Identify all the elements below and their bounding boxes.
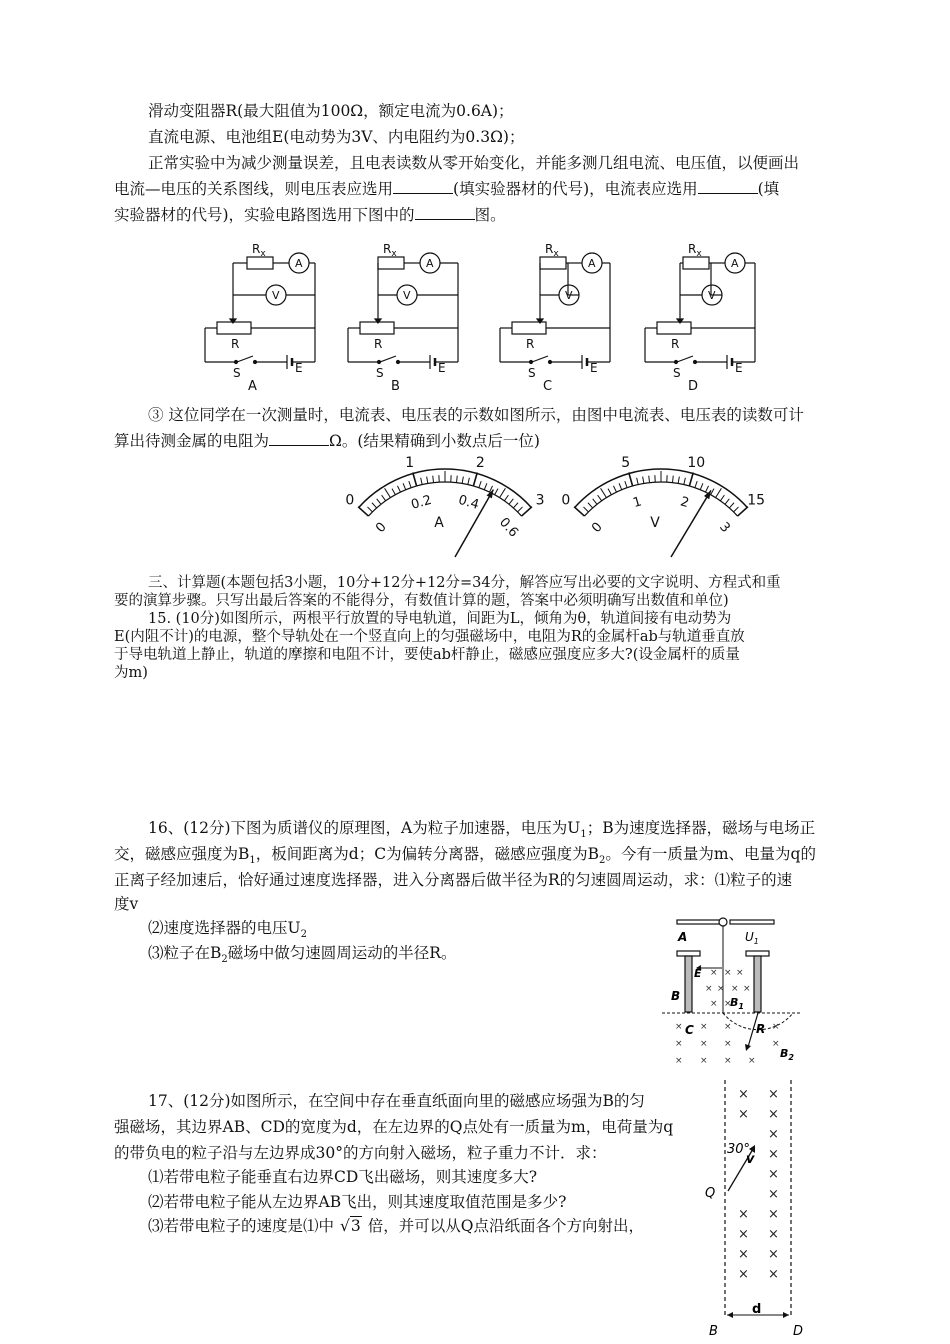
svg-text:×: × bbox=[738, 1107, 749, 1122]
inner-scale-label: 0.4 bbox=[456, 492, 481, 513]
q17-text-6a: ⑶若带电粒子的速度是⑴中 bbox=[148, 1217, 335, 1235]
q14-2-text-a: 电流—电压的关系图线，则电压表应选用 bbox=[114, 180, 394, 198]
svg-text:×: × bbox=[724, 968, 732, 978]
q16-text-1a: 16、(12分)下图为质谱仪的原理图，A为粒子加速器，电压为U bbox=[148, 819, 581, 837]
q16-line4: 度v bbox=[114, 895, 139, 913]
svg-text:×: × bbox=[768, 1087, 779, 1102]
meter-needle bbox=[671, 490, 711, 557]
meter-unit: V bbox=[650, 515, 660, 531]
label-B1: $B_1$ bbox=[730, 996, 744, 1011]
inner-scale-label: 0 bbox=[589, 519, 606, 536]
circuit-letter: B bbox=[391, 379, 400, 394]
circuit-letter: C bbox=[543, 379, 553, 394]
outer-scale-label: 0 bbox=[561, 492, 571, 509]
label-C: C bbox=[685, 1023, 694, 1037]
q17-line5: ⑵若带电粒子能从左边界AB飞出，则其速度取值范围是多少? bbox=[148, 1193, 567, 1211]
label-Q: Q bbox=[705, 1186, 716, 1201]
inner-scale-label: 0.6 bbox=[496, 515, 522, 541]
q14-3-text-b: Ω。(结果精确到小数点后一位) bbox=[329, 432, 540, 450]
circuit-letter: D bbox=[688, 379, 699, 394]
q14-2-text-d: 实验器材的代号)，实验电路图选用下图中的 bbox=[114, 206, 415, 224]
outer-scale-label: 10 bbox=[687, 454, 706, 471]
svg-text:×: × bbox=[772, 1022, 780, 1032]
rx-label: $R_x$ bbox=[545, 242, 559, 259]
svg-text:×: × bbox=[724, 1039, 732, 1049]
sqrt-symbol: √3 bbox=[340, 1217, 361, 1235]
q16-line6 bbox=[148, 943, 456, 970]
rheostat-label: R bbox=[526, 337, 535, 351]
svg-text:×: × bbox=[768, 1127, 779, 1142]
source-label: E bbox=[735, 361, 743, 375]
svg-text:×: × bbox=[675, 1039, 683, 1049]
svg-text:×: × bbox=[700, 1039, 708, 1049]
q16-text-2a: 交，磁感应强度为B bbox=[114, 845, 250, 863]
label-angle: 30° bbox=[727, 1142, 751, 1157]
magnetic-field-strip-figure bbox=[705, 1075, 815, 1340]
q16-text-5a: ⑵速度选择器的电压U bbox=[148, 919, 301, 937]
q17-text-6c: 倍，并可以从Q点沿纸面各个方向射出， bbox=[367, 1217, 644, 1235]
q16-line3: 正离子经加速后，恰好通过速度选择器，进入分离器后做半径为R的匀速圆周运动，求：⑴粒子的速 bbox=[114, 871, 793, 889]
ammeter-label: A bbox=[588, 257, 596, 270]
svg-text:×: × bbox=[724, 999, 732, 1009]
svg-text:×: × bbox=[772, 1039, 780, 1049]
q14-2-line1: 正常实验中为减少测量误差，且电表读数从零开始变化，并能多测几组电流、电压值，以便画出 bbox=[148, 154, 800, 172]
section3-line2: 要的演算步骤。只写出最后答案的不能得分，有数值计算的题，答案中必须明确写出数值和单位) bbox=[114, 593, 729, 609]
q16-text-2c: 。今有一质量为m、电量为q的 bbox=[605, 845, 816, 863]
rx-label: $R_x$ bbox=[688, 242, 702, 259]
svg-text:×: × bbox=[717, 984, 725, 994]
svg-text:×: × bbox=[675, 1056, 683, 1066]
q14-3-text-a: 算出待测金属的电阻为 bbox=[114, 432, 270, 450]
label-d: d bbox=[752, 1302, 762, 1317]
q16-line2 bbox=[114, 844, 816, 871]
svg-text:×: × bbox=[743, 984, 751, 994]
q16-sub: 2 bbox=[221, 954, 228, 966]
equip-line-source: 直流电源、电池组E(电动势为3V、内电阻约为0.3Ω)； bbox=[148, 128, 525, 146]
q17-line2: 强磁场，其边界AB、CD的宽度为d，在左边界的Q点处有一质量为m，电荷量为q bbox=[114, 1118, 674, 1136]
label-D-bottom: D bbox=[793, 1324, 804, 1339]
voltmeter-label: V bbox=[272, 289, 280, 302]
q17-line3: 的带负电的粒子沿与左边界成30°的方向射入磁场，粒子重力不计．求： bbox=[114, 1144, 607, 1162]
svg-text:×: × bbox=[768, 1267, 779, 1282]
q17-line4: ⑴若带电粒子能垂直右边界CD飞出磁场，则其速度多大? bbox=[148, 1168, 538, 1186]
rheostat-label: R bbox=[671, 337, 680, 351]
q15-line1: 15. (10分)如图所示，两根平行放置的导电轨道，间距为L，倾角为θ，轨道间接有电动势为 bbox=[148, 611, 732, 627]
rheostat-label: R bbox=[231, 337, 240, 351]
outer-scale-label: 5 bbox=[621, 454, 631, 471]
q16-text-2b: ，板间距离为d；C为偏转分离器，磁感应强度为B bbox=[255, 845, 599, 863]
svg-text:×: × bbox=[705, 984, 713, 994]
svg-text:×: × bbox=[738, 1207, 749, 1222]
voltmeter-label: V bbox=[403, 289, 411, 302]
label-E: E bbox=[694, 967, 702, 980]
meter-dials bbox=[0, 0, 950, 600]
svg-text:×: × bbox=[768, 1147, 779, 1162]
q15-line4: 为m) bbox=[114, 665, 148, 681]
outer-scale-label: 3 bbox=[535, 492, 545, 509]
source-label: E bbox=[438, 361, 446, 375]
voltmeter-dial bbox=[561, 455, 765, 557]
voltmeter-label: V bbox=[565, 289, 573, 302]
outer-scale-label: 0 bbox=[345, 492, 355, 509]
q14-3-line1: ③ 这位同学在一次测量时，电流表、电压表的示数如图所示，由图中电流表、电压表的读数可计 bbox=[148, 406, 804, 424]
svg-text:×: × bbox=[768, 1207, 779, 1222]
ammeter-label: A bbox=[731, 257, 739, 270]
switch-label: S bbox=[376, 366, 384, 380]
svg-text:×: × bbox=[710, 999, 718, 1009]
svg-text:×: × bbox=[768, 1187, 779, 1202]
q16-sub: 1 bbox=[580, 829, 587, 841]
switch-label: S bbox=[673, 366, 681, 380]
q16-sub: 1 bbox=[249, 855, 256, 867]
q16-text-1b: ；B为速度选择器，磁场与电场正 bbox=[586, 819, 816, 837]
q15-line3: 于导电轨道上静止，轨道的摩擦和电阻不计，要使ab杆静止，磁感应强度应多大?(设金属杆的质量 bbox=[114, 647, 740, 663]
label-U1: $U_1$ bbox=[745, 930, 759, 946]
sqrt-radicand: 3 bbox=[350, 1217, 361, 1235]
svg-text:×: × bbox=[738, 1247, 749, 1262]
inner-scale-label: 3 bbox=[716, 519, 733, 536]
svg-text:×: × bbox=[738, 1227, 749, 1242]
svg-text:×: × bbox=[736, 968, 744, 978]
svg-text:×: × bbox=[768, 1167, 779, 1182]
switch-label: S bbox=[528, 366, 536, 380]
svg-text:×: × bbox=[724, 1056, 732, 1066]
ammeter-dial bbox=[345, 455, 544, 557]
rheostat-label: R bbox=[374, 337, 383, 351]
label-A: A bbox=[678, 930, 688, 944]
mass-spectrometer-figure bbox=[660, 905, 810, 1070]
svg-text:×: × bbox=[710, 968, 718, 978]
svg-text:×: × bbox=[675, 1022, 683, 1032]
label-B-bottom: B bbox=[709, 1324, 718, 1339]
inner-scale-label: 2 bbox=[678, 494, 691, 512]
q14-2-text-e: 图。 bbox=[474, 206, 506, 224]
voltmeter-label: V bbox=[708, 289, 716, 302]
label-R: R bbox=[756, 1022, 766, 1036]
svg-text:×: × bbox=[768, 1247, 779, 1262]
ammeter-label: A bbox=[426, 257, 434, 270]
source-label: E bbox=[590, 361, 598, 375]
q16-text-6a: ⑶粒子在B bbox=[148, 944, 222, 962]
svg-text:×: × bbox=[738, 1267, 749, 1282]
svg-text:×: × bbox=[768, 1227, 779, 1242]
svg-text:×: × bbox=[748, 1056, 756, 1066]
rx-label: $R_x$ bbox=[252, 242, 266, 259]
svg-text:×: × bbox=[768, 1107, 779, 1122]
outer-scale-label: 2 bbox=[475, 454, 485, 471]
section3-line1: 三、计算题(本题包括3小题，10分+12分+12分=34分，解答应写出必要的文字说明、方程式和重 bbox=[148, 575, 781, 591]
inner-scale-label: 0.2 bbox=[409, 492, 434, 513]
q17-line6 bbox=[148, 1216, 644, 1236]
q14-2-text-b: (填实验器材的代号)，电流表应选用 bbox=[453, 180, 698, 198]
q15-line2: E(内阻不计)的电源，整个导轨处在一个竖直向上的匀强磁场中，电阻为R的金属杆ab与轨道垂直放 bbox=[114, 629, 745, 645]
circuit-letter: A bbox=[248, 379, 257, 394]
svg-text:×: × bbox=[731, 984, 739, 994]
svg-text:×: × bbox=[700, 1022, 708, 1032]
q16-sub: 2 bbox=[300, 929, 307, 941]
label-B2: $B_2$ bbox=[780, 1047, 794, 1062]
label-B: B bbox=[671, 989, 681, 1003]
equip-line-rheostat: 滑动变阻器R(最大阻值为100Ω，额定电流为0.6A)； bbox=[148, 102, 514, 120]
q16-line1 bbox=[148, 818, 815, 845]
outer-scale-label: 15 bbox=[747, 492, 766, 509]
label-v: v bbox=[746, 1152, 755, 1167]
q16-text-6b: 磁场中做匀速圆周运动的半径R。 bbox=[227, 944, 457, 962]
svg-text:×: × bbox=[738, 1087, 749, 1102]
outer-scale-label: 1 bbox=[405, 454, 415, 471]
q16-line5 bbox=[148, 918, 307, 945]
source-label: E bbox=[295, 361, 303, 375]
q16-sub: 2 bbox=[598, 855, 606, 867]
ammeter-label: A bbox=[295, 257, 303, 270]
rx-label: $R_x$ bbox=[383, 242, 397, 259]
svg-text:×: × bbox=[724, 1022, 732, 1032]
meter-unit: A bbox=[434, 515, 444, 531]
svg-text:×: × bbox=[700, 1056, 708, 1066]
inner-scale-label: 1 bbox=[631, 494, 644, 512]
inner-scale-label: 0 bbox=[373, 519, 390, 536]
q17-line1: 17、(12分)如图所示，在空间中存在垂直纸面向里的磁感应场强为B的匀 bbox=[148, 1092, 645, 1110]
q14-2-text-c: (填 bbox=[757, 180, 780, 198]
switch-label: S bbox=[233, 366, 241, 380]
